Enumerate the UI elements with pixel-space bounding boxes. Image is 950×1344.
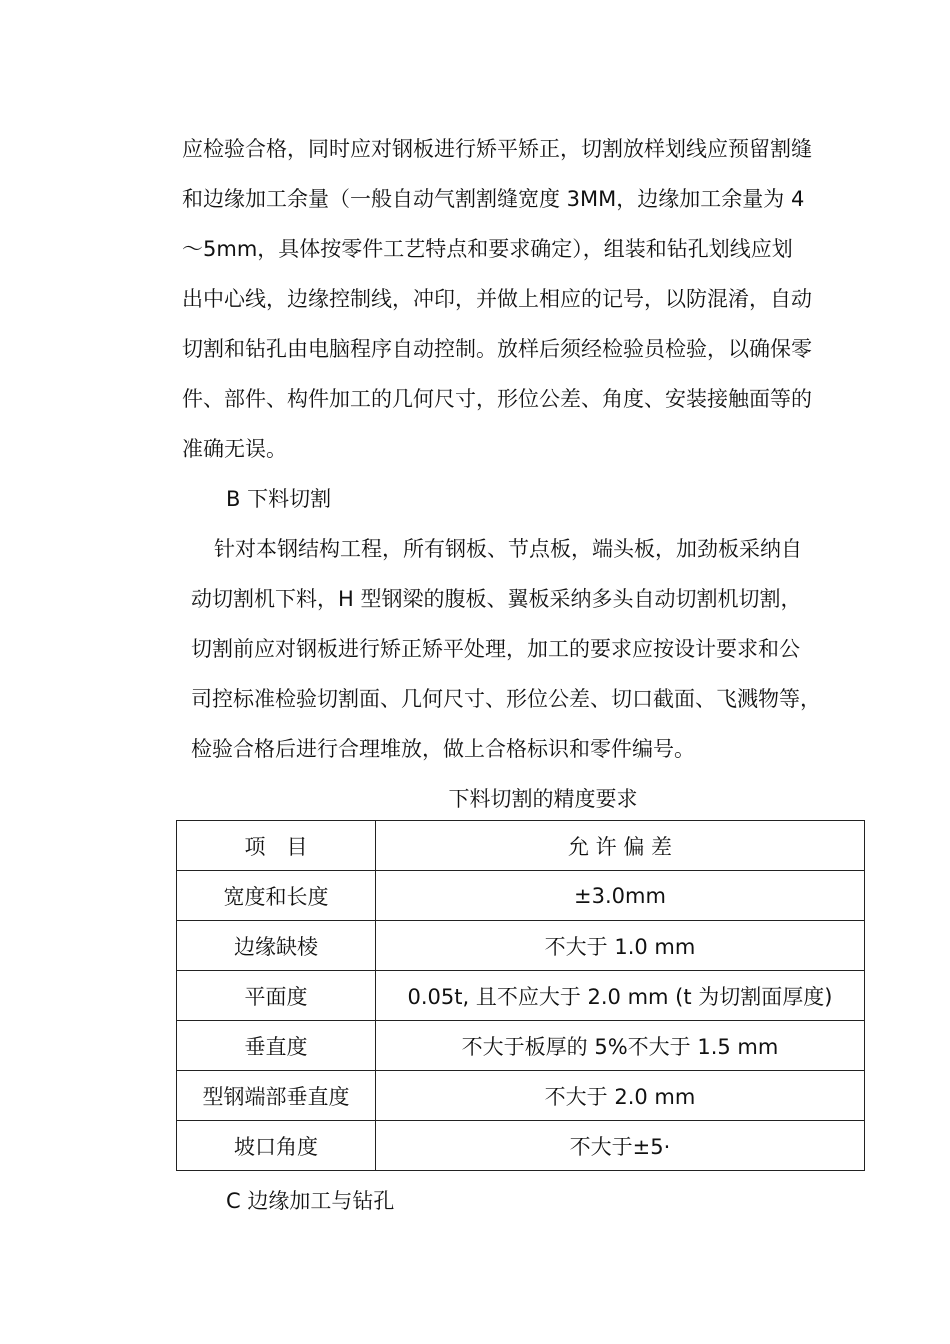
header-item: 项 目: [177, 821, 376, 871]
cell-item: 型钢端部垂直度: [177, 1071, 376, 1121]
section-heading-b: B 下料切割: [226, 487, 332, 511]
cell-tolerance: 0.05t, 且不应大于 2.0 mm (t 为切割面厚度): [376, 971, 865, 1021]
cell-tolerance: 不大于 2.0 mm: [376, 1071, 865, 1121]
table-row: [177, 921, 865, 971]
table-row: [177, 971, 865, 1021]
cell-item: 边缘缺棱: [177, 921, 376, 971]
cell-tolerance: ±3.0mm: [376, 871, 865, 921]
text-line: 切割和钻孔由电脑程序自动控制。放样后须经检验员检验，以确保零: [182, 337, 812, 361]
table-header-row: [177, 821, 865, 871]
text-line: 应检验合格，同时应对钢板进行矫平矫正，切割放样划线应预留割缝: [182, 137, 812, 161]
table-row: [177, 1021, 865, 1071]
cell-item: 宽度和长度: [177, 871, 376, 921]
text-line: ～5mm，具体按零件工艺特点和要求确定），组装和钻孔划线应划: [182, 237, 793, 261]
text-line: 准确无误。: [182, 437, 287, 461]
table-row: [177, 871, 865, 921]
cell-item: 平面度: [177, 971, 376, 1021]
cell-item: 垂直度: [177, 1021, 376, 1071]
cell-tolerance: 不大于±5·: [376, 1121, 865, 1171]
cell-tolerance: 不大于 1.0 mm: [376, 921, 865, 971]
text-line: 出中心线，边缘控制线，冲印，并做上相应的记号，以防混淆，自动: [182, 287, 812, 311]
section-heading-c: C 边缘加工与钻孔: [226, 1189, 395, 1213]
text-line: 检验合格后进行合理堆放，做上合格标识和零件编号。: [191, 737, 695, 761]
text-line: 件、部件、构件加工的几何尺寸，形位公差、角度、安装接触面等的: [182, 387, 812, 411]
table-row: [177, 1121, 865, 1171]
header-tolerance: 允 许 偏 差: [376, 821, 865, 871]
table-caption: 下料切割的精度要求: [448, 787, 638, 811]
precision-table: [176, 820, 865, 1171]
text-line: 司控标准检验切割面、几何尺寸、形位公差、切口截面、飞溅物等，: [191, 687, 821, 711]
cell-tolerance: 不大于板厚的 5%不大于 1.5 mm: [376, 1021, 865, 1071]
text-line: 和边缘加工余量（一般自动气割割缝宽度 3MM，边缘加工余量为 4: [182, 187, 805, 211]
text-line: 动切割机下料，H 型钢梁的腹板、翼板采纳多头自动切割机切割，: [191, 587, 802, 611]
text-line: 切割前应对钢板进行矫正矫平处理，加工的要求应按设计要求和公: [191, 637, 800, 661]
table-row: [177, 1071, 865, 1121]
text-line: 针对本钢结构工程，所有钢板、节点板，端头板，加劲板采纳自: [214, 537, 802, 561]
cell-item: 坡口角度: [177, 1121, 376, 1171]
